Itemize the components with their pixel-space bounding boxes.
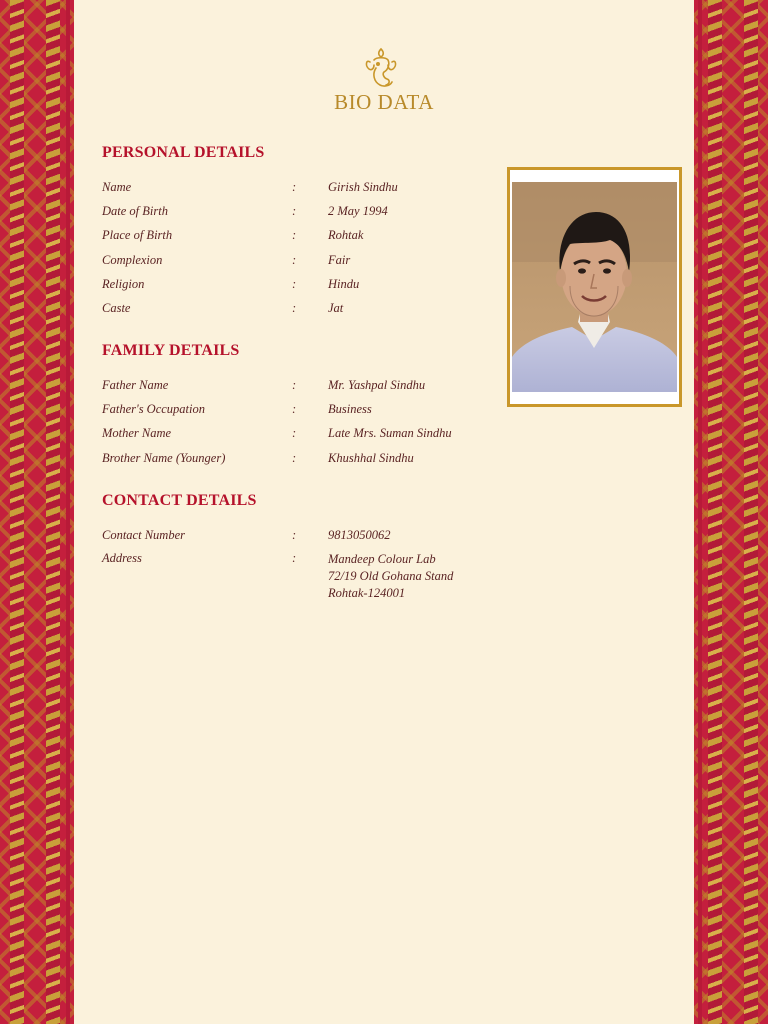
detail-row (102, 426, 492, 450)
detail-row (102, 180, 492, 204)
separator: : (292, 378, 297, 392)
address-label: Address (102, 551, 142, 565)
detail-value: Mr. Yashpal Sindhu (328, 378, 426, 392)
contact-details-heading: CONTACT DETAILS (102, 492, 257, 509)
separator: : (292, 528, 297, 542)
family-details-list (102, 378, 492, 475)
detail-value: Rohtak (328, 228, 364, 243)
detail-value: Girish Sindhu (328, 180, 398, 194)
address-value (328, 551, 453, 602)
detail-label: Caste (102, 300, 131, 315)
detail-value: Late Mrs. Suman Sindhu (328, 426, 452, 441)
detail-label: Contact Number (102, 528, 185, 542)
detail-row (102, 228, 492, 252)
address-line: 72/19 Old Gohana Stand (328, 569, 454, 583)
profile-photo-frame (507, 167, 682, 407)
address-line: Rohtak-124001 (328, 586, 406, 600)
detail-value: Khushhal Sindhu (328, 450, 414, 465)
detail-label: Date of Birth (102, 204, 168, 219)
separator: : (292, 450, 297, 465)
detail-row (102, 451, 492, 475)
separator: : (292, 402, 297, 417)
detail-value: Fair (328, 252, 351, 267)
detail-row (102, 528, 492, 552)
contact-details-list (102, 528, 492, 552)
separator: : (292, 300, 297, 315)
detail-value: Hindu (328, 276, 360, 291)
detail-row (102, 277, 492, 301)
separator: : (292, 180, 297, 194)
right-decorative-border (694, 0, 768, 1024)
detail-label: Brother Name (Younger) (102, 450, 226, 465)
detail-label: Name (102, 180, 132, 194)
personal-details-list (102, 180, 492, 325)
detail-label: Mother Name (102, 426, 172, 441)
detail-label: Father's Occupation (102, 402, 206, 417)
personal-details-heading: PERSONAL DETAILS (102, 144, 265, 161)
separator: : (292, 252, 297, 267)
address-line: Mandeep Colour Lab (328, 552, 436, 566)
detail-value: Business (328, 402, 372, 417)
detail-label: Complexion (102, 252, 163, 267)
family-details-heading: FAMILY DETAILS (102, 342, 240, 359)
separator: : (292, 551, 297, 565)
profile-photo (512, 182, 677, 392)
detail-row (102, 301, 492, 325)
separator: : (292, 426, 297, 441)
detail-value: Jat (328, 300, 344, 315)
detail-value: 9813050062 (328, 528, 391, 542)
separator: : (292, 276, 297, 291)
detail-row (102, 402, 492, 426)
detail-label: Place of Birth (102, 228, 173, 243)
detail-row (102, 253, 492, 277)
detail-value: 2 May 1994 (328, 204, 388, 219)
detail-label: Religion (102, 276, 145, 291)
ganesha-icon (362, 46, 400, 90)
detail-label: Father Name (102, 378, 169, 392)
separator: : (292, 228, 297, 243)
left-decorative-border (0, 0, 74, 1024)
detail-row (102, 204, 492, 228)
detail-row (102, 378, 492, 402)
separator: : (292, 204, 297, 219)
document-title: BIO DATA (334, 90, 434, 114)
